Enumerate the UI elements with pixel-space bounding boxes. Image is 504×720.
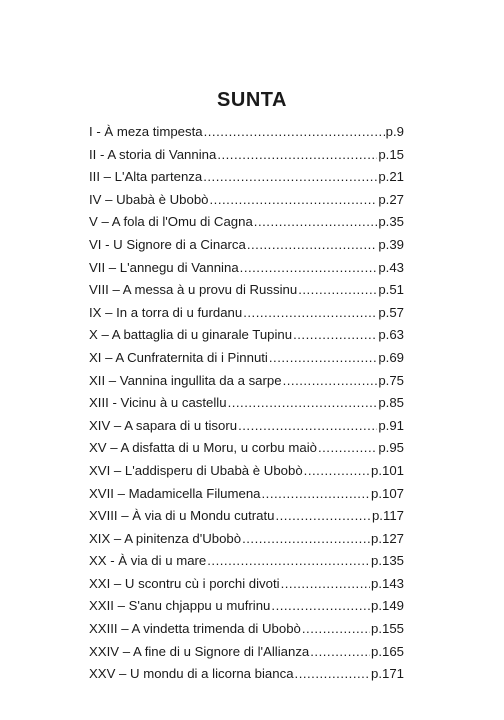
dot-leader bbox=[275, 505, 371, 528]
toc-entry-title: I - À meza timpesta bbox=[89, 124, 203, 139]
toc-entry-page: p.63 bbox=[378, 327, 404, 343]
toc-entry bbox=[89, 234, 404, 257]
dot-leader bbox=[242, 528, 370, 551]
toc-entry-page: p.155 bbox=[370, 621, 404, 637]
toc-entry-title: XXI – U scontru cù i porchi divoti bbox=[89, 575, 280, 591]
toc-entry-title: V – A fola di l'Omu di Cagna bbox=[89, 214, 253, 230]
toc-entry bbox=[89, 279, 404, 302]
toc-entry-title: XV – A disfatta di u Moru, u corbu maiò bbox=[89, 440, 317, 456]
dot-leader bbox=[262, 483, 370, 506]
toc-entry-title: IV – Ubabà è Ubobò bbox=[89, 191, 209, 207]
dot-leader bbox=[217, 144, 377, 167]
toc-entry-title: XII – Vannina ingullita da a sarpe bbox=[89, 372, 282, 388]
dot-leader bbox=[254, 211, 378, 234]
toc-entry bbox=[89, 166, 404, 189]
toc-entry-page: p.35 bbox=[378, 214, 404, 230]
dot-leader bbox=[271, 595, 370, 618]
toc-entry-title: XXV – U mondu di a licorna bianca bbox=[89, 666, 294, 682]
toc-entry-title: XIX – A pinitenza d'Ubobò bbox=[89, 530, 242, 546]
toc-entry bbox=[89, 505, 404, 528]
toc-entry-title: VI - U Signore di a Cinarca bbox=[89, 236, 246, 252]
toc-entry-page: p.91 bbox=[378, 417, 404, 433]
toc-entry-title: II - A storia di Vannina bbox=[89, 146, 217, 162]
toc-entry-title: VII – L'annegu di Vannina bbox=[89, 259, 239, 275]
toc-entry-title: XVI – L'addisperu di Ubabà è Ubobò bbox=[89, 462, 303, 478]
toc-entry-page: p.143 bbox=[370, 575, 404, 591]
toc-entry-page: p.75 bbox=[378, 372, 404, 388]
toc-entry bbox=[89, 641, 404, 664]
toc-entry bbox=[89, 528, 404, 551]
dot-leader bbox=[240, 257, 378, 280]
toc-entry bbox=[89, 211, 404, 234]
toc-entry-page: p.9 bbox=[385, 124, 404, 139]
toc-entry-title: XVII – Madamicella Filumena bbox=[89, 485, 261, 501]
toc-entry-page: p.127 bbox=[370, 530, 404, 546]
toc-entry-page: p.101 bbox=[370, 462, 404, 478]
toc-entry-page: p.57 bbox=[378, 304, 404, 320]
toc-entry-page: p.165 bbox=[370, 643, 404, 659]
dot-leader bbox=[238, 415, 377, 438]
dot-leader bbox=[269, 347, 377, 370]
toc-entry-title: XIII - Vicinu à u castellu bbox=[89, 395, 227, 411]
toc-entry bbox=[89, 618, 404, 641]
toc-entry bbox=[89, 483, 404, 506]
toc-entry-page: p.95 bbox=[378, 440, 404, 456]
toc-entry bbox=[89, 189, 404, 212]
toc-entry-title: XXIV – A fine di u Signore di l'Allianza bbox=[89, 643, 310, 659]
toc-entry-page: p.149 bbox=[370, 598, 404, 614]
toc-entry bbox=[89, 595, 404, 618]
toc-entry bbox=[89, 302, 404, 325]
toc-entry bbox=[89, 573, 404, 596]
dot-leader bbox=[302, 618, 370, 641]
dot-leader bbox=[247, 234, 377, 257]
toc-entry-page: p.27 bbox=[378, 191, 404, 207]
dot-leader bbox=[318, 437, 377, 460]
dot-leader bbox=[204, 121, 385, 144]
dot-leader bbox=[304, 460, 370, 483]
toc-entry-title: XVIII – À via di u Mondu cutratu bbox=[89, 508, 275, 524]
toc-entry bbox=[89, 257, 404, 280]
dot-leader bbox=[228, 392, 378, 415]
dot-leader bbox=[310, 641, 370, 664]
dot-leader bbox=[295, 663, 370, 686]
toc-entry-page: p.51 bbox=[378, 282, 404, 298]
toc-entry bbox=[89, 460, 404, 483]
toc-entry-title: XI – A Cunfraternita di i Pinnuti bbox=[89, 349, 268, 365]
dot-leader bbox=[203, 166, 377, 189]
toc-entry-page: p.15 bbox=[378, 146, 404, 162]
dot-leader bbox=[283, 370, 378, 393]
table-of-contents bbox=[89, 121, 404, 686]
toc-entry-page: p.69 bbox=[378, 349, 404, 365]
toc-entry bbox=[89, 437, 404, 460]
page-title: SUNTA bbox=[217, 89, 287, 111]
toc-entry-page: p.171 bbox=[370, 666, 404, 682]
toc-entry-title: XXII – S'anu chjappu u mufrinu bbox=[89, 598, 271, 614]
dot-leader bbox=[281, 573, 370, 596]
toc-entry-title: VIII – A messa à u provu di Russinu bbox=[89, 282, 298, 298]
toc-entry-title: XX - À via di u mare bbox=[89, 553, 207, 569]
toc-entry-title: IX – In a torra di u furdanu bbox=[89, 304, 243, 320]
toc-entry-title: X – A battaglia di u ginarale Tupinu bbox=[89, 327, 293, 343]
toc-entry-page: p.39 bbox=[378, 236, 404, 252]
toc-entry-page: p.21 bbox=[378, 169, 404, 185]
toc-entry-page: p.85 bbox=[378, 395, 404, 411]
dot-leader bbox=[293, 324, 377, 347]
toc-entry-title: XIV – A sapara di u tisoru bbox=[89, 417, 238, 433]
toc-entry bbox=[89, 324, 404, 347]
dot-leader bbox=[210, 189, 378, 212]
toc-entry-page: p.135 bbox=[370, 553, 404, 569]
toc-entry-page: p.107 bbox=[370, 485, 404, 501]
dot-leader bbox=[243, 302, 377, 325]
toc-entry bbox=[89, 550, 404, 573]
toc-entry-page: p.117 bbox=[371, 508, 404, 524]
dot-leader bbox=[207, 550, 370, 573]
toc-entry bbox=[89, 144, 404, 167]
toc-entry-title: III – L'Alta partenza bbox=[89, 169, 203, 185]
toc-entry bbox=[89, 347, 404, 370]
toc-entry bbox=[89, 663, 404, 686]
toc-entry bbox=[89, 121, 404, 144]
toc-entry bbox=[89, 392, 404, 415]
toc-entry bbox=[89, 370, 404, 393]
toc-entry-title: XXIII – A vindetta trimenda di Ubobò bbox=[89, 621, 301, 637]
toc-entry-page: p.43 bbox=[378, 259, 404, 275]
toc-entry bbox=[89, 415, 404, 438]
dot-leader bbox=[298, 279, 377, 302]
